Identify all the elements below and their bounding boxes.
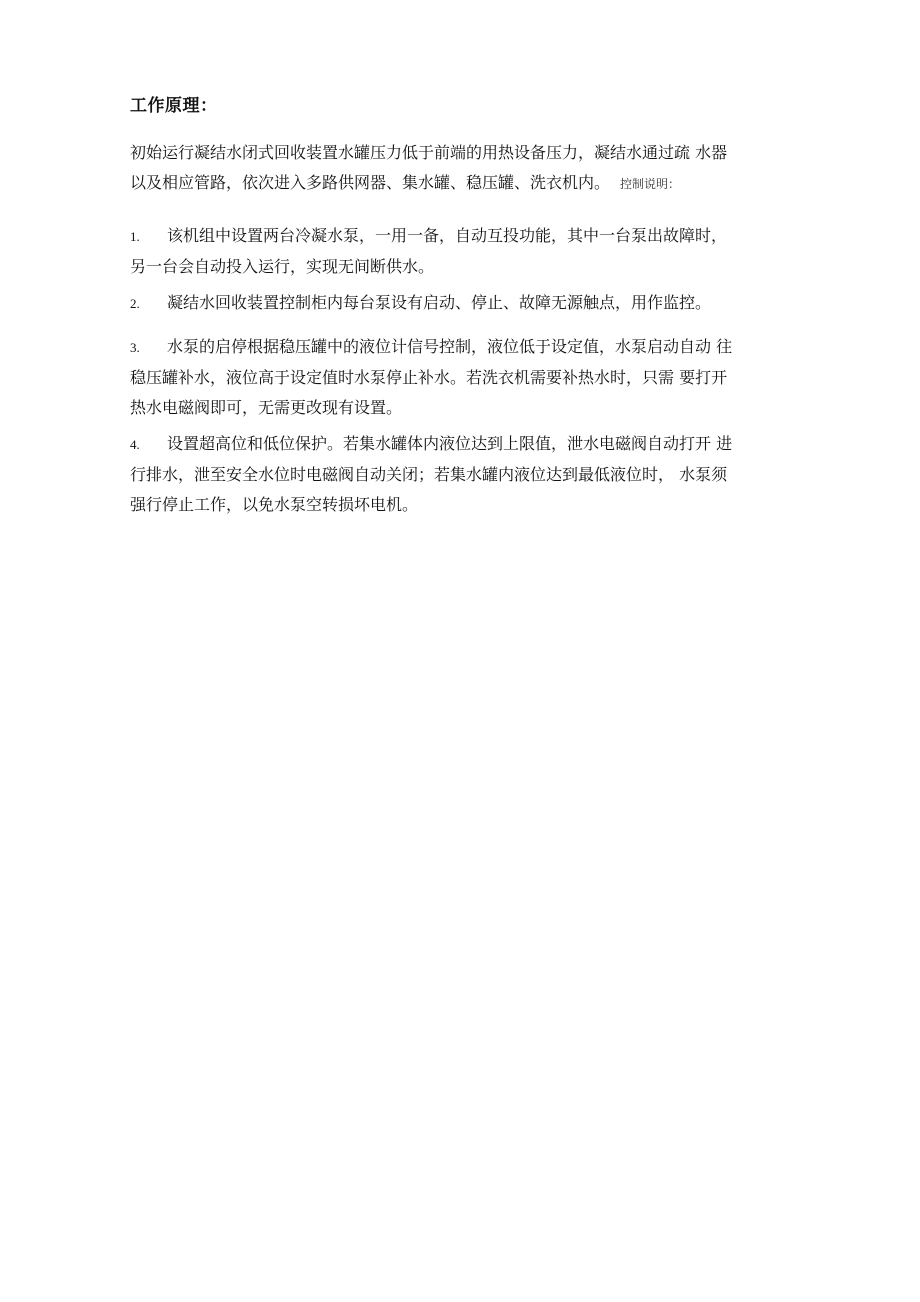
list-item-text: 凝结水回收装置控制柜内每台泵设有启动、停止、故障无源触点，用作监控。	[167, 293, 712, 312]
intro-line-2	[130, 168, 790, 199]
list-item	[130, 288, 792, 319]
list-item-number: 1.	[130, 229, 140, 244]
list-item-line-2: 另一台会自动投入运行，实现无间断供水。	[130, 257, 435, 276]
list-item-line-2: 行排水，泄至安全水位时电磁阀自动关闭；若集水罐内液位达到最低液位时， 水泵须	[130, 465, 728, 484]
list-item-line-1	[130, 288, 792, 319]
intro-line-1: 初始运行凝结水闭式回收装置水罐压力低于前端的用热设备压力，凝结水通过疏 水器	[130, 143, 728, 162]
list-item-line-1	[130, 429, 792, 460]
list-item-number: 4.	[130, 437, 140, 452]
list-item	[130, 221, 792, 282]
section-heading: 工作原理：	[130, 96, 218, 116]
intro-paragraph	[130, 138, 790, 199]
list-item-text: 该机组中设置两台冷凝水泵，一用一备，自动互投功能，其中一台泵出故障时，	[167, 226, 728, 245]
intro-line-2-text: 以及相应管路，依次进入多路供网器、集水罐、稳压罐、洗衣机内。	[130, 173, 611, 192]
list-item-line-1	[130, 332, 792, 363]
control-note: 控制说明：	[620, 177, 681, 191]
list-item-number: 3.	[130, 340, 140, 355]
list-item-number: 2.	[130, 296, 140, 311]
list-item-line-3: 热水电磁阀即可，无需更改现有设置。	[130, 398, 403, 417]
list-item-line-3: 强行停止工作，以免水泵空转损坏电机。	[130, 495, 419, 514]
list-item-text: 水泵的启停根据稳压罐中的液位计信号控制，液位低于设定值，水泵启动自动 往	[167, 337, 733, 356]
list-item-line-1	[130, 221, 792, 252]
list-item	[130, 429, 792, 520]
list-item	[130, 332, 792, 423]
list-item-text: 设置超高位和低位保护。若集水罐体内液位达到上限值，泄水电磁阀自动打开 进	[167, 434, 733, 453]
list-item-line-2: 稳压罐补水，液位高于设定值时水泵停止补水。若洗衣机需要补热水时，只需 要打开	[130, 368, 728, 387]
